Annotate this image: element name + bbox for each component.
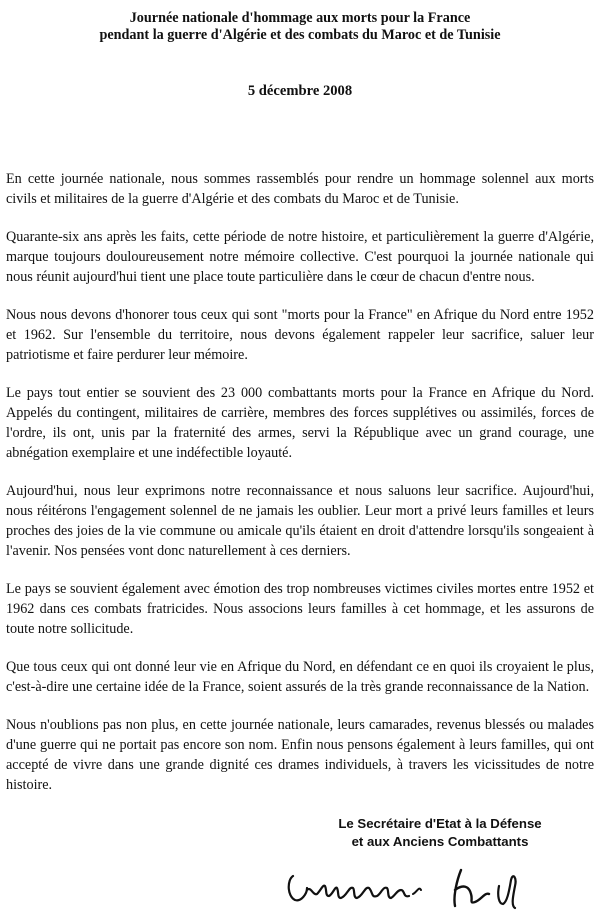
signatory-title: [300, 815, 580, 851]
paragraph: Nous n'oublions pas non plus, en cette journée nationale, leurs camarades, revenus blessés ou malades d'une guerre qui ne portait pas encore son nom. Enfin nous pensons également à leurs familles, qui ont accepté de vivre dans une grande dignité ces drames individuels, à travers les vicissitudes de notre histoire.: [6, 717, 594, 793]
signatory-line-1: Le Secrétaire d'Etat à la Défense: [338, 816, 542, 831]
header-line-2: pendant la guerre d'Algérie et des combats du Maroc et de Tunisie: [99, 27, 501, 43]
paragraph: Le pays tout entier se souvient des 23 000 combattants morts pour la France en Afrique du Nord. Appelés du contingent, militaires de carrière, membres des forces supplétives ou assimilés, forces de l'ordre, ils ont, unis par la fraternité des armes, servi la République avec un grand courage, une abnégation exemplaire et une indéfectible loyauté.: [6, 385, 594, 461]
document-date: 5 décembre 2008: [247, 83, 353, 99]
document-body: [6, 169, 594, 813]
paragraph: Quarante-six ans après les faits, cette période de notre histoire, et particulièrement la guerre d'Algérie, marque toujours douloureusement notre mémoire collective. C'est pourquoi la journée nationale qui nous réunit aujourd'hui tient une place toute particulière dans le cœur de chacun d'entre nous.: [6, 229, 594, 285]
paragraph: Aujourd'hui, nous leur exprimons notre reconnaissance et nous saluons leur sacrifice. Aujourd'hui, nous réitérons l'engagement solennel de ne jamais les oublier. Leur mort a privé leurs familles et leurs proches des joies de la vie commune ou amicale qu'ils étaient en droit d'attendre lorsqu'ils songeaient à l'avenir. Nos pensées vont donc naturellement à ces derniers.: [6, 483, 594, 559]
paragraph: Le pays se souvient également avec émotion des trop nombreuses victimes civiles mortes entre 1952 et 1962 dans ces combats fratricides. Nous associons leurs familles à cet hommage, et les assurons de toute notre sollicitude.: [6, 581, 594, 637]
handwritten-signature: [285, 856, 575, 911]
paragraph: Que tous ceux qui ont donné leur vie en Afrique du Nord, en défendant ce en quoi ils croyaient le plus, c'est-à-dire une certaine idée de la France, soient assurés de la très grande reconnaissance de la Nation.: [6, 659, 594, 695]
signatory-line-2: et aux Anciens Combattants: [351, 834, 529, 849]
paragraph: Nous nous devons d'honorer tous ceux qui sont "morts pour la France" en Afrique du Nord entre 1952 et 1962. Sur l'ensemble du territoire, nous devons également rappeler leur sacrifice, saluer leur patriotisme et faire perdurer leur mémoire.: [6, 307, 594, 363]
header-line-1: Journée nationale d'hommage aux morts pour la France: [129, 10, 471, 26]
paragraph: En cette journée nationale, nous sommes rassemblés pour rendre un hommage solennel aux morts civils et militaires de la guerre d'Algérie et des combats du Maroc et de Tunisie.: [6, 171, 594, 207]
document-header: [0, 10, 600, 44]
